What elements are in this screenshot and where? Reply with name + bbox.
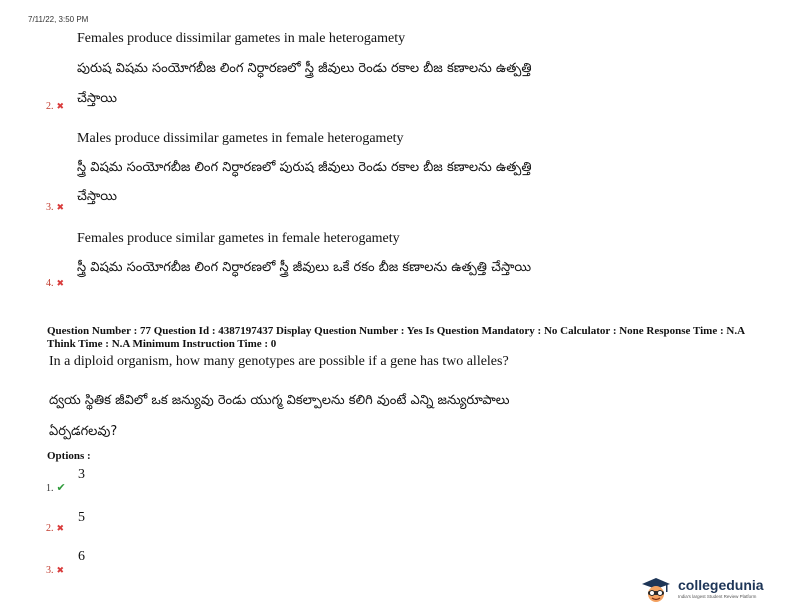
cross-icon: ✖: [56, 203, 65, 213]
option-english: Females produce similar gametes in female heterogamety: [77, 231, 400, 246]
option-marker: [46, 560, 64, 578]
option-value: 3: [78, 467, 85, 482]
question-telugu: ద్వయ స్థితిక జీవిలో ఒక జన్యువు రెండు యుగ్మ వికల్పాలను కలిగి వుంటే ఎన్ని జన్యురూపాలు: [49, 393, 510, 408]
option-marker: [46, 96, 64, 114]
option-telugu: పురుష విషమ సంయోగబీజ లింగ నిర్ధారణలో స్త్రీ జీవులు రెండు రకాల బీజ కణాలను ఉత్పత్తి: [77, 61, 532, 76]
option-english: Males produce dissimilar gametes in female heterogamety: [77, 131, 404, 146]
option-telugu: చేస్తాయి: [77, 91, 118, 106]
options-label: Options :: [47, 450, 91, 462]
option-number: 2.: [46, 101, 54, 112]
option-marker: [46, 478, 66, 496]
option-telugu: స్త్రీ విషమ సంయోగబీజ లింగ నిర్ధారణలో స్త్రీ జీవులు ఒకే రకం బీజ కణాలను ఉత్పత్తి చేస్తాయి: [77, 260, 532, 275]
option-marker: [46, 518, 64, 536]
question-telugu: ఏర్పడగలవు?: [49, 424, 118, 439]
check-icon: ✔: [56, 481, 66, 494]
option-telugu: చేస్తాయి: [77, 189, 118, 204]
option-number: 3.: [46, 202, 54, 213]
option-marker: [46, 197, 64, 215]
brand-name: collegedunia: [678, 577, 764, 593]
cross-icon: ✖: [56, 566, 65, 576]
option-value: 5: [78, 510, 85, 525]
cross-icon: ✖: [56, 524, 65, 534]
option-number: 4.: [46, 278, 54, 289]
question-meta: Question Number : 77 Question Id : 4387197437 Display Question Number : Yes Is Question Mandatory : No Calculator : None Response Time : N.A Think Time : N.A Minimum Instruction Time : 0: [47, 325, 745, 350]
option-number: 2.: [46, 523, 54, 534]
cross-icon: ✖: [56, 279, 65, 289]
option-marker: [46, 273, 64, 291]
collegedunia-logo: [638, 576, 788, 606]
question-english: In a diploid organism, how many genotypes are possible if a gene has two alleles?: [49, 354, 509, 369]
graduate-mascot-icon: [638, 576, 674, 606]
option-value: 6: [78, 549, 85, 564]
option-number: 3.: [46, 565, 54, 576]
option-number: 1.: [46, 483, 54, 494]
option-english: Females produce dissimilar gametes in male heterogamety: [77, 31, 406, 46]
brand-tagline: India's largest Student Review Platform: [678, 594, 757, 599]
option-telugu: స్త్రీ విషమ సంయోగబీజ లింగ నిర్ధారణలో పురుష జీవులు రెండు రకాల బీజ కణాలను ఉత్పత్తి: [77, 160, 532, 175]
cross-icon: ✖: [56, 102, 65, 112]
print-timestamp: 7/11/22, 3:50 PM: [28, 15, 89, 24]
